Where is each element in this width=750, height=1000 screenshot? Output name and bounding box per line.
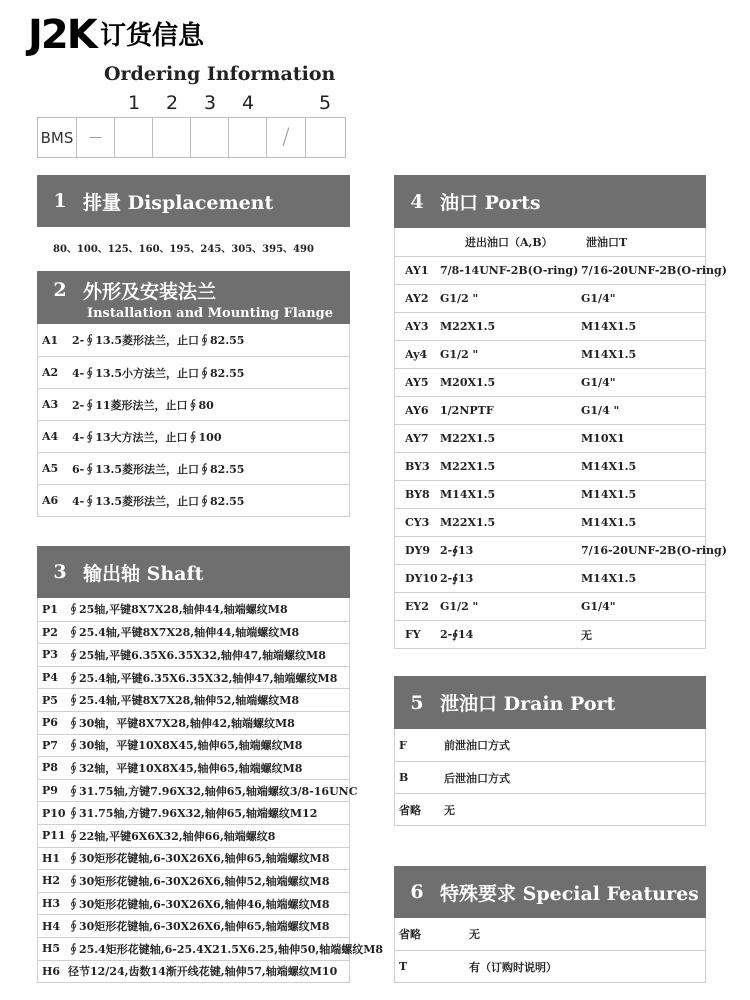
flange-row (38, 356, 349, 388)
drain-code: F (399, 738, 407, 752)
shaft-code: P3 (42, 648, 58, 662)
ports-ab: G1/2 " (440, 292, 479, 305)
section-number: 3 (53, 561, 67, 583)
special-row (395, 918, 705, 950)
ports-ab: 7/8-14UNF-2B(O-ring) (440, 264, 579, 277)
ports-table (394, 228, 727, 649)
shaft-code: H1 (42, 851, 61, 865)
shaft-row (38, 914, 349, 937)
shaft-desc: ∮30矩形花键轴,6-30X26X6,轴伸65,轴端螺纹M8 (68, 920, 330, 934)
ports-row (395, 564, 705, 592)
section-subtitle: Installation and Mounting Flange (87, 306, 334, 321)
code-cell-2 (153, 118, 191, 157)
shaft-code: P6 (42, 716, 58, 730)
ports-col-headers (395, 228, 705, 256)
shaft-row (38, 869, 349, 892)
ports-t: M14X1.5 (581, 348, 637, 361)
ports-t: 7/16-20UNF-2B(O-ring) (581, 544, 727, 557)
ports-ab: M20X1.5 (440, 376, 496, 389)
code-cell-3 (191, 118, 229, 157)
shaft-row (38, 598, 349, 621)
flange-desc: 4-∮13.5小方法兰，止口∮82.55 (72, 366, 245, 380)
ports-row (395, 424, 705, 452)
ports-ab: G1/2 " (440, 600, 479, 613)
shaft-desc: ∮25轴,平键6.35X6.35X32,轴伸47,轴端螺纹M8 (68, 648, 326, 662)
drain-desc: 无 (444, 803, 455, 817)
ports-ab: M22X1.5 (440, 320, 496, 333)
shaft-row (38, 824, 349, 847)
shaft-row (38, 688, 349, 711)
ports-row (395, 508, 705, 536)
ports-t: G1/4" (581, 376, 616, 389)
ports-code: BY3 (405, 460, 430, 473)
ports-row (395, 340, 705, 368)
ports-ab: M14X1.5 (440, 488, 496, 501)
code-slash-cell: / (267, 118, 306, 157)
code-position-1: 1 (127, 92, 141, 114)
section-displacement (37, 175, 350, 255)
special-desc: 无 (469, 928, 480, 941)
ports-t: M14X1.5 (581, 572, 637, 585)
ports-code: DY9 (405, 544, 431, 557)
section-title: 外形及安装法兰 (83, 281, 217, 303)
shaft-desc: 径节12/24,齿数14渐开线花键,轴伸57,轴端螺纹M10 (68, 965, 338, 979)
shaft-desc: ∮30轴，平键10X8X45,轴伸65,轴端螺纹M8 (68, 739, 303, 753)
shaft-row (38, 756, 349, 779)
section-header (394, 175, 706, 228)
section-title: 油口 Ports (440, 192, 541, 214)
code-position-3: 3 (203, 92, 217, 114)
drain-desc: 后泄油口方式 (444, 771, 510, 785)
drain-code: 省略 (399, 803, 421, 817)
ports-code: AY6 (405, 404, 429, 417)
code-dash-cell: — (77, 118, 115, 157)
ports-ab: 2-∮14 (440, 628, 474, 641)
section-number: 4 (410, 190, 424, 213)
code-position-2: 2 (165, 92, 179, 114)
flange-code: A2 (42, 366, 59, 379)
shaft-desc: ∮31.75轴,方键7.96X32,轴伸65,轴端螺纹3/8-16UNC (68, 784, 358, 798)
section-number: 5 (410, 691, 424, 714)
special-row (395, 950, 705, 982)
ordering-code-box (37, 117, 346, 158)
shaft-row (38, 621, 349, 644)
shaft-desc: ∮30矩形花键轴,6-30X26X6,轴伸46,轴端螺纹M8 (68, 897, 330, 911)
shaft-code: H6 (42, 964, 61, 978)
shaft-desc: ∮30矩形花键轴,6-30X26X6,轴伸65,轴端螺纹M8 (68, 852, 330, 866)
ports-t: 无 (581, 628, 592, 642)
drain-table (394, 729, 706, 826)
section-title: 输出轴 Shaft (83, 562, 204, 585)
ports-code: CY3 (405, 516, 430, 529)
section-title: 特殊要求 Special Features (440, 882, 699, 905)
shaft-desc: ∮25.4轴,平键8X7X28,轴伸52,轴端螺纹M8 (68, 694, 300, 708)
code-cell-4 (229, 118, 267, 157)
shaft-row (38, 892, 349, 915)
ports-row (395, 620, 705, 648)
flange-desc: 4-∮13大方法兰，止口∮100 (72, 430, 222, 444)
shaft-row (38, 847, 349, 870)
section-header (394, 866, 706, 918)
ports-code: AY5 (405, 376, 429, 389)
ports-ab: 2-∮13 (440, 544, 474, 557)
drain-row (395, 793, 705, 825)
flange-desc: 2-∮13.5菱形法兰，止口∮82.55 (72, 334, 245, 347)
ports-ab: M22X1.5 (440, 460, 496, 473)
drain-row (395, 729, 705, 761)
section-number: 6 (410, 881, 424, 903)
special-table (394, 918, 706, 983)
section-title: 排量 Displacement (83, 191, 274, 214)
ports-code: Ay4 (405, 348, 428, 361)
flange-code: A4 (42, 430, 59, 443)
flange-row (38, 420, 349, 452)
flange-desc: 6-∮13.5菱形法兰，止口∮82.55 (72, 462, 245, 476)
ports-code: AY1 (405, 264, 429, 277)
special-code: 省略 (399, 928, 421, 941)
ports-t: G1/4" (581, 292, 616, 305)
ports-code: AY7 (405, 432, 429, 445)
drain-code: B (399, 771, 409, 784)
shaft-row (38, 666, 349, 689)
shaft-desc: ∮25.4轴,平键8X7X28,轴伸44,轴端螺纹M8 (68, 626, 300, 640)
shaft-row (38, 734, 349, 757)
shaft-desc: ∮25.4轴,平键6.35X6.35X32,轴伸47,轴端螺纹M8 (68, 671, 338, 685)
section-header (37, 271, 350, 324)
ports-ab: 1/2NPTF (440, 404, 494, 417)
shaft-desc: ∮31.75轴,方键7.96X32,轴伸65,轴端螺纹M12 (68, 807, 318, 821)
ports-row (395, 480, 705, 508)
shaft-row (38, 643, 349, 666)
drain-desc: 前泄油口方式 (444, 739, 510, 752)
flange-code: A6 (42, 494, 59, 507)
ports-row (395, 312, 705, 340)
shaft-desc: ∮25.4矩形花键轴,6-25.4X21.5X6.25,轴伸50,轴端螺纹M8 (68, 942, 384, 956)
flange-row (38, 388, 349, 420)
shaft-code: P2 (42, 625, 58, 639)
ports-t: M14X1.5 (581, 460, 637, 473)
shaft-code: H5 (42, 942, 61, 956)
shaft-desc: ∮22轴,平键6X6X32,轴伸66,轴端螺纹8 (68, 829, 276, 843)
ports-ab: G1/2 " (440, 348, 479, 361)
ports-code: EY2 (405, 600, 429, 613)
special-desc: 有（订购时说明） (469, 960, 557, 974)
flange-row (38, 324, 349, 356)
shaft-table (37, 598, 384, 983)
shaft-row (38, 801, 349, 824)
ports-t: M14X1.5 (581, 320, 637, 333)
shaft-desc: ∮30轴，平键8X7X28,轴伸42,轴端螺纹M8 (68, 716, 295, 730)
ports-row (395, 284, 705, 312)
code-cell-5 (306, 118, 345, 157)
flange-row (38, 484, 349, 516)
shaft-code: P7 (42, 738, 58, 752)
ports-row (395, 452, 705, 480)
section-title: 泄油口 Drain Port (440, 693, 616, 715)
shaft-code: P11 (42, 829, 66, 843)
section-header (37, 175, 350, 227)
flange-table (37, 324, 350, 517)
ports-code: BY8 (405, 488, 430, 501)
flange-code: A1 (42, 333, 59, 347)
shaft-code: P8 (42, 761, 58, 775)
ports-row (395, 536, 727, 564)
section-special-features (394, 866, 706, 983)
brand-logo: J2K (28, 12, 96, 58)
drain-row (395, 761, 705, 793)
shaft-code: P5 (42, 693, 58, 707)
section-shaft (37, 546, 384, 983)
section-header (394, 676, 706, 729)
flange-desc: 4-∮13.5菱形法兰，止口∮82.55 (72, 494, 245, 508)
page-title: 订货信息 (100, 21, 205, 51)
shaft-code: H2 (42, 874, 61, 888)
flange-desc: 2-∮11菱形法兰，止口∮80 (72, 398, 214, 412)
ordering-title: Ordering Information (104, 63, 336, 85)
ports-row (395, 256, 727, 284)
shaft-row (38, 711, 349, 734)
displacement-values: 80、100、125、160、195、245、305、395、490 (53, 244, 314, 255)
shaft-code: H3 (42, 897, 61, 911)
section-header (37, 546, 350, 598)
ports-t: G1/4 " (581, 404, 620, 417)
ports-code: AY3 (405, 320, 429, 333)
ports-t: M10X1 (581, 432, 625, 445)
shaft-row (38, 960, 349, 983)
ports-row (395, 592, 705, 620)
shaft-desc: ∮25轴,平键8X7X28,轴伸44,轴端螺纹M8 (68, 603, 288, 617)
shaft-code: P10 (42, 806, 66, 820)
code-cell-1 (115, 118, 153, 157)
ports-row (395, 396, 705, 424)
ports-t: 7/16-20UNF-2B(O-ring) (581, 264, 727, 277)
ports-ab: 2-∮13 (440, 572, 474, 585)
ports-t: M14X1.5 (581, 516, 637, 529)
ports-t: G1/4" (581, 600, 616, 613)
shaft-desc: ∮30矩形花键轴,6-30X26X6,轴伸52,轴端螺纹M8 (68, 874, 330, 888)
ports-ab: M22X1.5 (440, 432, 496, 445)
section-ports (394, 175, 727, 649)
special-code: T (399, 960, 408, 973)
ports-ab: M22X1.5 (440, 516, 496, 529)
shaft-code: P1 (42, 602, 58, 616)
flange-row (38, 452, 349, 484)
code-prefix-cell: BMS (38, 118, 77, 157)
flange-code: A3 (42, 398, 59, 411)
section-number: 2 (53, 279, 67, 301)
shaft-row (38, 779, 358, 802)
shaft-code: H4 (42, 919, 61, 933)
ports-code: FY (405, 628, 421, 641)
ports-code: DY10 (405, 572, 438, 585)
section-drain-port (394, 676, 706, 826)
shaft-desc: ∮32轴，平键10X8X45,轴伸65,轴端螺纹M8 (68, 761, 303, 775)
shaft-code: P9 (42, 784, 58, 798)
shaft-row (38, 937, 384, 960)
code-position-4: 4 (241, 92, 255, 114)
ports-code: AY2 (405, 292, 429, 305)
shaft-code: P4 (42, 671, 58, 685)
section-mounting-flange (37, 271, 350, 517)
ports-col-ab: 进出油口（A,B） (465, 236, 553, 249)
ports-t: M14X1.5 (581, 488, 637, 501)
ports-col-t: 泄油口T (586, 236, 628, 249)
section-number: 1 (53, 190, 67, 212)
code-position-5: 5 (318, 92, 332, 114)
flange-code: A5 (42, 462, 59, 475)
ports-row (395, 368, 705, 396)
